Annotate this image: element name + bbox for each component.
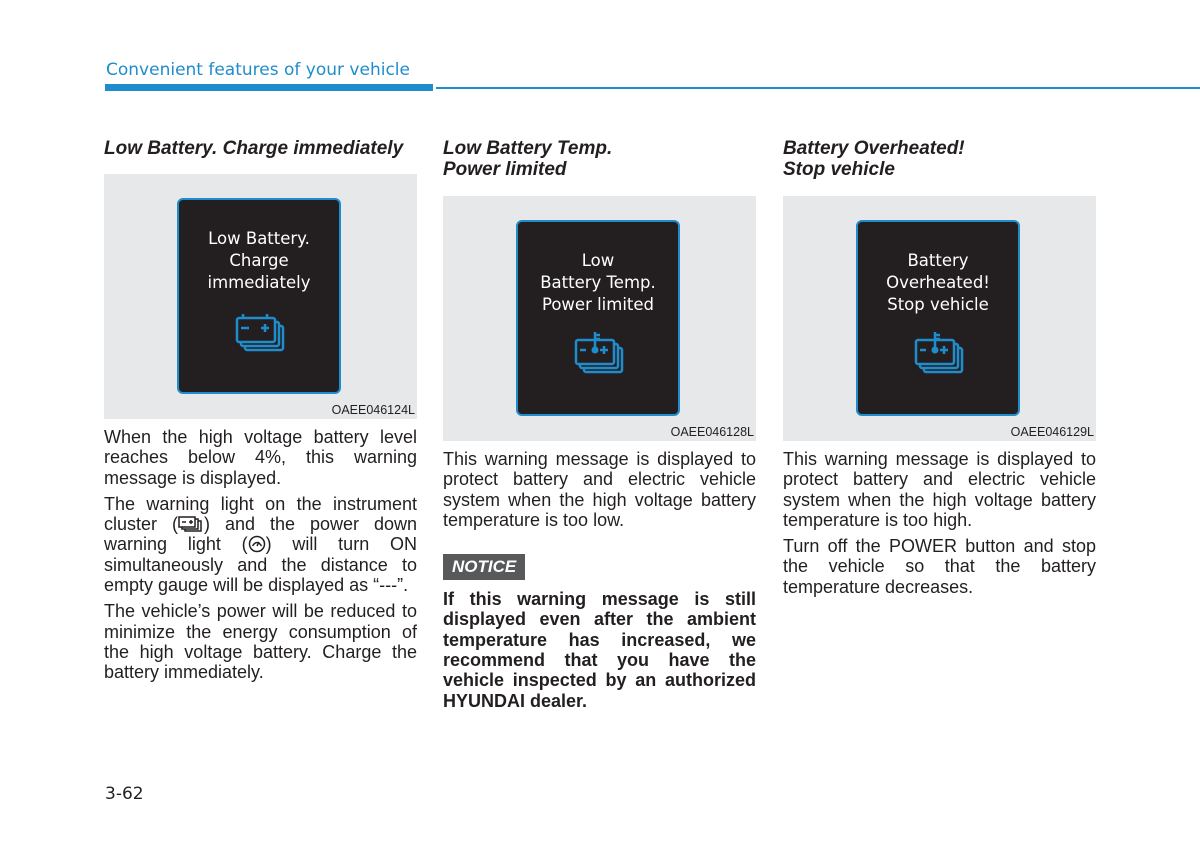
- figure-code: OAEE046124L: [331, 403, 415, 417]
- body-text: [783, 449, 1096, 597]
- battery-temperature-icon: [912, 332, 968, 376]
- section-battery-overheated: [783, 138, 1096, 597]
- battery-temperature-icon: [572, 332, 628, 376]
- cluster-display: [177, 198, 341, 394]
- figure: [443, 196, 756, 441]
- display-message: Low Battery. Charge immediately: [207, 229, 311, 292]
- section-heading: Battery Overheated! Stop vehicle: [783, 138, 965, 180]
- section-low-battery: [104, 138, 417, 683]
- page-number: 3-62: [105, 784, 144, 804]
- body-text: [104, 427, 417, 683]
- paragraph: The warning light on the instrument cluster ( ) and the power down warning light ( ) will turn ON simultaneously and the distance to empty gauge will be displayed as “---”.: [104, 493, 418, 596]
- notice-text: If this warning message is still displayed even after the ambient temperature has increased, we recommend that you have the vehicle inspected by an authorized HYUNDAI dealer.: [443, 589, 756, 711]
- section-low-battery-temp: [443, 138, 756, 711]
- notice-badge: NOTICE: [443, 554, 525, 580]
- header-rule: [436, 87, 1200, 89]
- paragraph: Turn off the POWER button and stop the vehicle so that the battery temperature decreases.: [783, 536, 1096, 597]
- figure: [783, 196, 1096, 441]
- paragraph: When the high voltage battery level reaches below 4%, this warning message is displayed.: [104, 427, 417, 488]
- battery-warning-icon: [233, 312, 289, 356]
- figure-code: OAEE046128L: [670, 425, 754, 439]
- header-bar: [105, 84, 433, 91]
- paragraph: This warning message is displayed to protect battery and electric vehicle system when the high voltage battery temperature is too low.: [443, 449, 756, 530]
- power-down-warning-icon: [248, 535, 266, 553]
- section-heading: Low Battery. Charge immediately: [104, 138, 404, 159]
- body-text: [443, 449, 756, 530]
- display-message: Low Battery Temp. Power limited: [540, 251, 656, 314]
- battery-warning-icon: [178, 515, 204, 533]
- figure-code: OAEE046129L: [1010, 425, 1094, 439]
- section-heading: Low Battery Temp. Power limited: [443, 138, 613, 180]
- paragraph: The vehicle’s power will be reduced to minimize the energy consumption of the high voltage battery. Charge the battery immediately.: [104, 601, 417, 683]
- cluster-display: [856, 220, 1020, 416]
- header-title: Convenient features of your vehicle: [106, 60, 410, 80]
- display-message: Battery Overheated! Stop vehicle: [886, 251, 990, 314]
- figure: [104, 174, 417, 419]
- paragraph: This warning message is displayed to protect battery and electric vehicle system when the high voltage battery temperature is too high.: [783, 449, 1096, 530]
- cluster-display: [516, 220, 680, 416]
